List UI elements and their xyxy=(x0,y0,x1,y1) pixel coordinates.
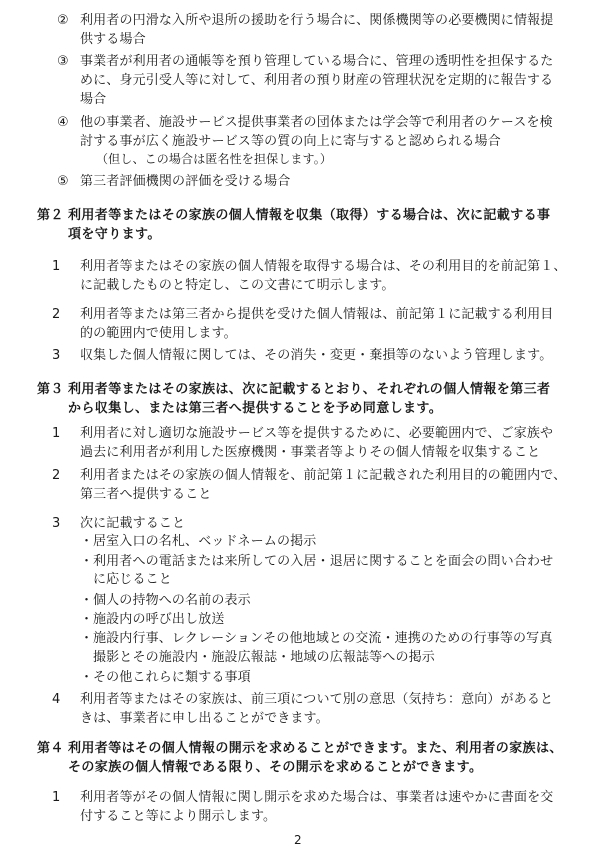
section-2-item-3-number: 3 xyxy=(52,348,61,363)
section-3-item-2-line-2: 第三者へ提供すること xyxy=(80,487,212,502)
item-5-line-1: 第三者評価機関の評価を受ける場合 xyxy=(80,174,291,189)
item-5-mark: ⑤ xyxy=(57,174,69,189)
section-3-item-4-number: 4 xyxy=(52,692,61,707)
bullet-5-mark: ・ xyxy=(80,631,94,646)
section-4-item-1-line-2: 付すること等により開示します。 xyxy=(80,809,277,824)
item-3-line-3: 場合 xyxy=(80,92,107,107)
section-2-heading-line-1: 利用者等またはその家族の個人情報を収集（取得）する場合は、次に記載する事 xyxy=(68,208,551,223)
item-3-line-1: 事業者が利用者の通帳等を預り管理している場合に、管理の透明性を担保するた xyxy=(80,54,554,69)
bullet-1-mark: ・ xyxy=(80,534,94,549)
section-3-item-1-line-2: 過去に利用者が利用した医療機関・事業者等よりその個人情報を収集すること xyxy=(80,445,541,460)
section-4-heading-line-1: 利用者等はその個人情報の開示を求めることができます。また、利用者の家族は、 xyxy=(68,741,563,756)
section-3-label: 第３ xyxy=(37,382,64,397)
section-3-item-4-line-2: きは、事業者に申し出ることができます。 xyxy=(80,711,329,726)
section-3-heading-line-2: から収集し、または第三者へ提供することを予め同意します。 xyxy=(68,401,443,416)
bullet-2-mark: ・ xyxy=(80,554,94,569)
section-2-item-1-line-1: 利用者等またはその家族の個人情報を取得する場合は、その利用目的を前記第１、 xyxy=(80,259,567,274)
item-2-line-1: 利用者の円滑な入所や退所の援助を行う場合に、関係機関等の必要機関に情報提 xyxy=(80,13,554,28)
bullet-1-line-1: 居室入口の名札、ベッドネームの掲示 xyxy=(93,534,317,549)
item-3-mark: ③ xyxy=(57,54,69,69)
section-3-item-2-line-1: 利用者またはその家族の個人情報を、前記第１に記載された利用目的の範囲内で、 xyxy=(80,468,567,483)
section-3-item-1-number: 1 xyxy=(52,426,61,441)
item-4-line-2: 討する事が広く施設サービス等の質の向上に寄与すると認められる場合 xyxy=(80,134,501,149)
section-2-item-2-line-1: 利用者等または第三者から提供を受けた個人情報は、前記第１に記載する利用目 xyxy=(80,307,554,322)
section-2-item-3-line-1: 収集した個人情報に関しては、その消失・変更・棄損等のないよう管理します。 xyxy=(80,348,553,363)
section-3-item-3-line-1: 次に記載すること xyxy=(80,516,186,531)
section-2-item-1-line-2: に記載したものと特定し、この文書にて明示します。 xyxy=(80,278,395,293)
bullet-5-line-2: 撮影とその施設内・施設広報誌・地域の広報誌等への掲示 xyxy=(93,650,435,665)
section-3-item-4-line-1: 利用者等またはその家族は、前三項について別の意思（気持ち：意向）があると xyxy=(80,692,554,707)
section-4-item-1-line-1: 利用者等がその個人情報に関し開示を求めた場合は、事業者は速やかに書面を交 xyxy=(80,790,554,805)
bullet-2-line-2: に応じること xyxy=(93,572,172,587)
bullet-5-line-1: 施設内行事、レクレーションその他地域との交流・連携のための行事等の写真 xyxy=(93,631,553,646)
section-2-item-2-number: 2 xyxy=(52,307,61,322)
section-3-item-1-line-1: 利用者に対し適切な施設サービス等を提供するために、必要範囲内で、ご家族や xyxy=(80,426,554,441)
section-2-item-2-line-2: 的の範囲内で使用します。 xyxy=(80,326,237,341)
section-2-item-1-number: 1 xyxy=(52,259,61,274)
section-4-item-1-number: 1 xyxy=(52,790,61,805)
section-2-heading-line-2: 項を守ります。 xyxy=(68,227,161,242)
bullet-3-line-1: 個人の持物への名前の表示 xyxy=(93,593,251,608)
item-2-mark: ② xyxy=(57,13,69,28)
item-4-note: （但し、この場合は匿名性を担保します。） xyxy=(96,152,333,166)
page-number: 2 xyxy=(294,833,302,847)
section-4-label: 第４ xyxy=(37,741,64,756)
section-3-item-2-number: 2 xyxy=(52,468,61,483)
section-4-heading-line-2: その家族の個人情報である限り、その開示を求めることができます。 xyxy=(68,760,483,775)
section-2-label: 第２ xyxy=(37,208,64,223)
item-4-mark: ④ xyxy=(57,115,69,130)
section-3-item-3-number: 3 xyxy=(52,516,61,531)
item-4-line-1: 他の事業者、施設サービス提供事業者の団体または学会等で利用者のケースを検 xyxy=(80,115,553,130)
bullet-2-line-1: 利用者への電話または来所しての入居・退居に関することを面会の問い合わせ xyxy=(93,554,554,569)
item-2-line-2: 供する場合 xyxy=(80,32,146,47)
bullet-4-line-1: 施設内の呼び出し放送 xyxy=(93,612,225,627)
bullet-6-line-1: その他これらに類する事項 xyxy=(93,670,251,685)
bullet-6-mark: ・ xyxy=(80,670,94,685)
section-3-heading-line-1: 利用者等またはその家族は、次に記載するとおり、それぞれの個人情報を第三者 xyxy=(68,382,551,397)
item-3-line-2: めに、身元引受人等に対して、利用者の預り財産の管理状況を定期的に報告する xyxy=(80,73,554,88)
bullet-3-mark: ・ xyxy=(80,593,94,608)
bullet-4-mark: ・ xyxy=(80,612,94,627)
